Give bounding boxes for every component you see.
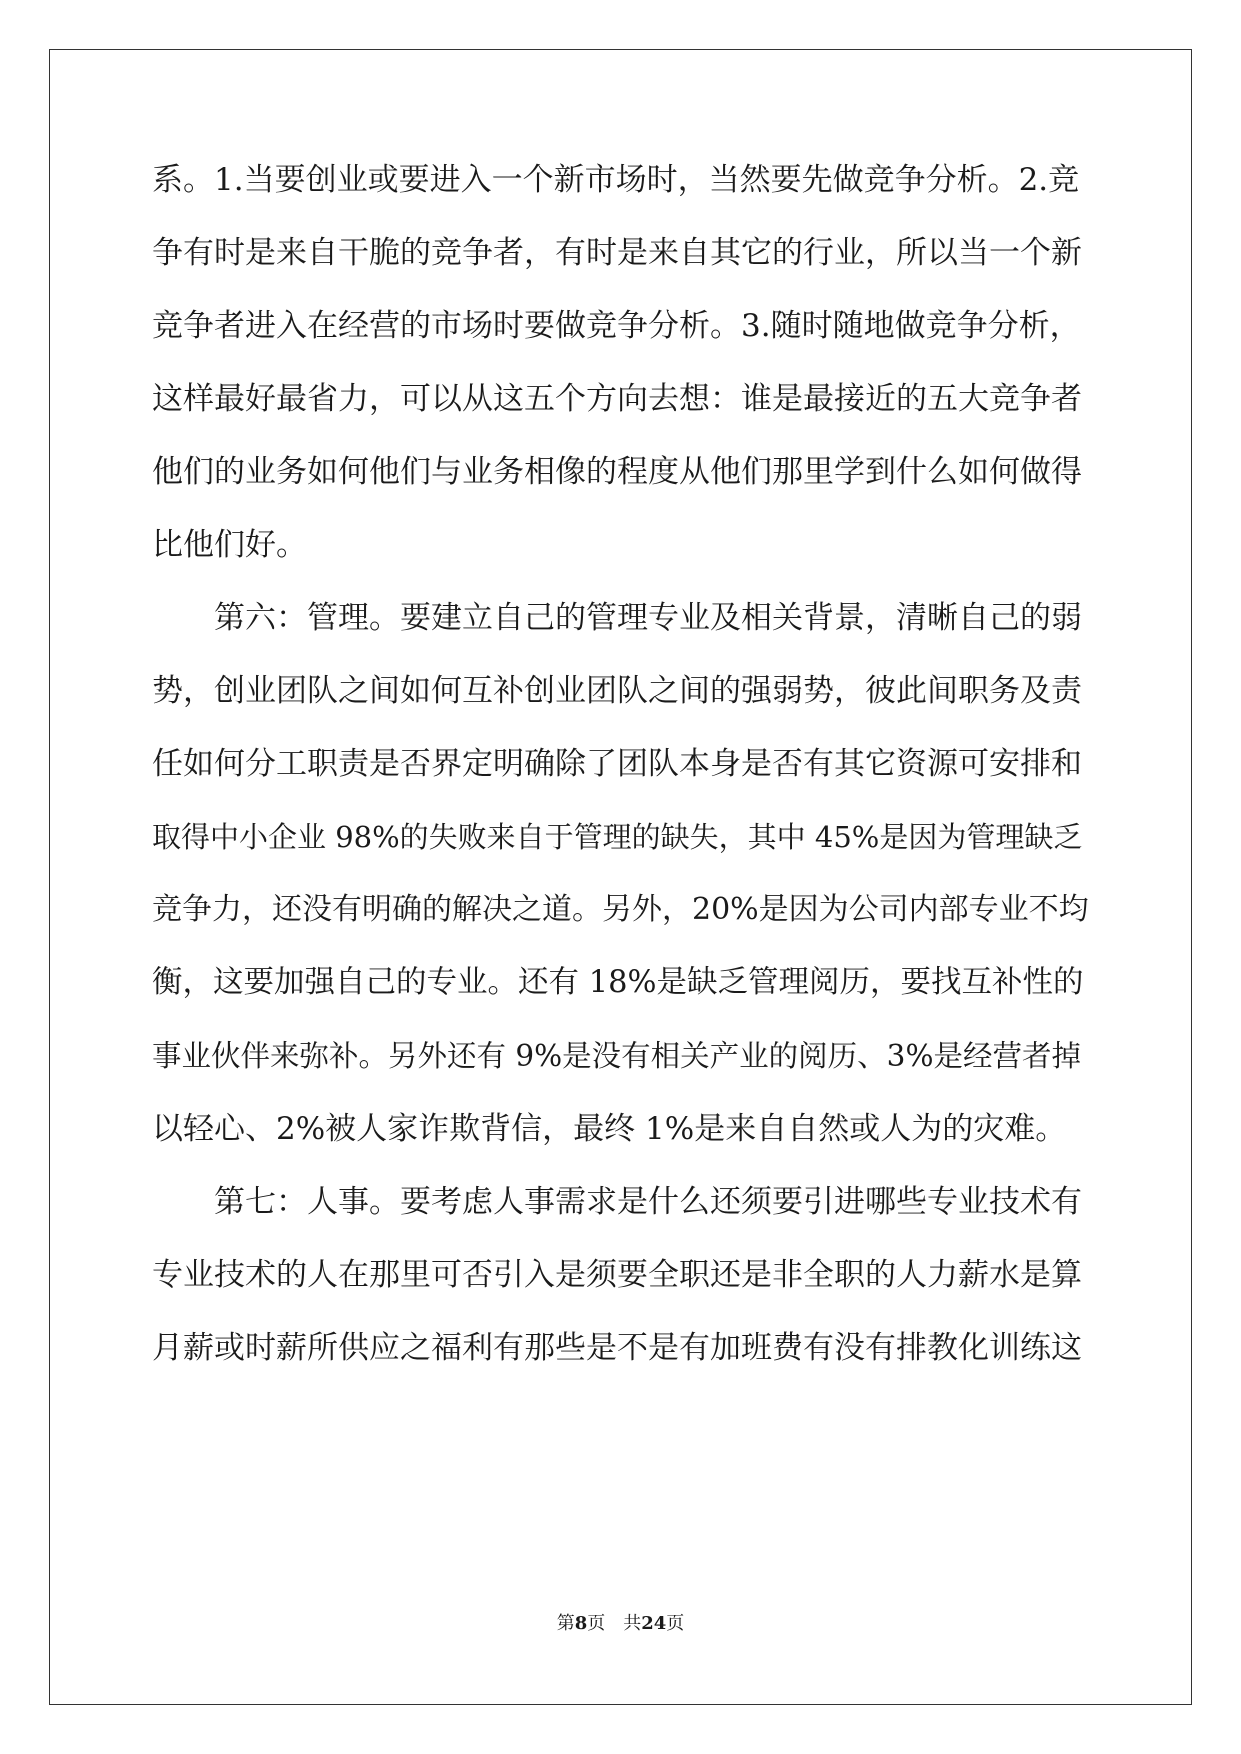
page-footer bbox=[0, 1612, 1241, 1636]
footer-prefix: 第 bbox=[556, 1613, 575, 1634]
paragraph-start-line: 第六：管理。要建立自己的管理专业及相关背景，清晰自己的弱 bbox=[214, 600, 1082, 636]
text-line: 竞争者进入在经营的市场时要做竞争分析。3.随时随地做竞争分析， bbox=[152, 308, 1081, 344]
text-line: 专业技术的人在那里可否引入是须要全职还是非全职的人力薪水是算 bbox=[152, 1257, 1082, 1293]
text-line: 衡，这要加强自己的专业。还有 18%是缺乏管理阅历，要找互补性的 bbox=[152, 965, 1084, 1000]
total-page-number: 24 bbox=[641, 1613, 667, 1634]
text-line: 取得中小企业 98%的失败来自于管理的缺失，其中 45%是因为管理缺乏 bbox=[152, 820, 1083, 854]
text-line: 争有时是来自干脆的竞争者，有时是来自其它的行业，所以当一个新 bbox=[152, 235, 1082, 271]
text-line: 势，创业团队之间如何互补创业团队之间的强弱势，彼此间职务及责 bbox=[152, 673, 1082, 709]
text-line: 系。1.当要创业或要进入一个新市场时，当然要先做竞争分析。2.竞 bbox=[152, 162, 1080, 198]
page-border bbox=[49, 49, 1192, 1705]
text-line: 他们的业务如何他们与业务相像的程度从他们那里学到什么如何做得 bbox=[152, 454, 1082, 490]
footer-suffix: 页 bbox=[666, 1613, 685, 1634]
footer-mid: 页 共 bbox=[587, 1613, 642, 1634]
current-page-number: 8 bbox=[574, 1613, 588, 1634]
text-line: 月薪或时薪所供应之福利有那些是不是有加班费有没有排教化训练这 bbox=[152, 1330, 1082, 1366]
text-line: 以轻心、2%被人家诈欺背信，最终 1%是来自自然或人为的灾难。 bbox=[152, 1111, 1067, 1147]
text-line: 事业伙伴来弥补。另外还有 9%是没有相关产业的阅历、3%是经营者掉 bbox=[152, 1039, 1081, 1073]
text-line: 任如何分工职责是否界定明确除了团队本身是否有其它资源可安排和 bbox=[152, 746, 1082, 782]
text-line: 这样最好最省力，可以从这五个方向去想：谁是最接近的五大竞争者 bbox=[152, 381, 1082, 417]
text-line: 竞争力，还没有明确的解决之道。另外，20%是因为公司内部专业不均 bbox=[152, 892, 1089, 927]
text-line: 比他们好。 bbox=[152, 527, 307, 563]
paragraph-start-line: 第七：人事。要考虑人事需求是什么还须要引进哪些专业技术有 bbox=[214, 1184, 1082, 1220]
